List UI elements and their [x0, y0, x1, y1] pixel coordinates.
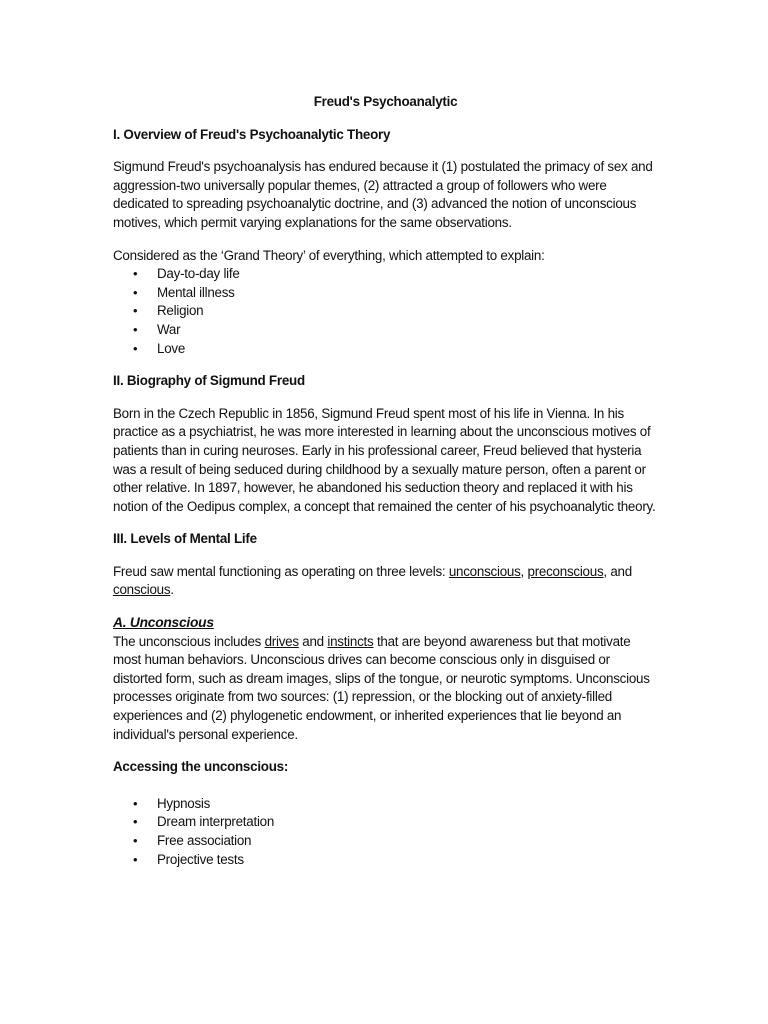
list-item: • Love	[157, 340, 658, 359]
separator: ,	[520, 563, 528, 579]
separator: , and	[603, 563, 632, 579]
para-text: and	[298, 633, 328, 649]
list-item: • Religion	[157, 302, 658, 321]
intro-text: Freud saw mental functioning as operating on three levels:	[113, 563, 449, 579]
subsection-a-heading: A. Unconscious	[113, 615, 214, 631]
level-preconscious: preconscious	[527, 563, 604, 579]
term-instincts: instincts	[327, 633, 374, 649]
section-3-heading: III. Levels of Mental Life	[113, 531, 257, 547]
level-conscious: conscious	[113, 582, 171, 598]
accessing-heading: Accessing the unconscious:	[113, 759, 289, 775]
section-1-heading: I. Overview of Freud's Psychoanalytic Theory	[113, 126, 391, 142]
section-1-intro: Considered as the ‘Grand Theory’ of everything, which attempted to explain:	[113, 247, 545, 263]
para-text: The unconscious includes	[113, 633, 265, 649]
list-item: • War	[157, 321, 658, 340]
level-unconscious: unconscious	[448, 563, 521, 579]
list-item: • Dream interpretation	[157, 813, 658, 832]
document-page	[113, 93, 658, 883]
list-item: • Hypnosis	[157, 795, 658, 814]
intro-end: .	[170, 582, 174, 598]
section-2-paragraph: Born in the Czech Republic in 1856, Sigmund Freud spent most of his life in Vienna. In his practice as a psychiatrist, he was more interested in learning about the unconscious motives of patients than in curing neuroses. Early in his professional career, Freud believed that hysteria was a result of being seduced during childhood by a sexually mature person, often a parent or other relative. In 1897, however, he abandoned his seduction theory and replaced it with his notion of the Oedipus complex, a concept that remained the center of his psychoanalytic theory.	[113, 405, 656, 514]
subsection-a-paragraph	[113, 633, 658, 745]
document-title: Freud's Psychoanalytic	[313, 94, 458, 109]
list-item: • Projective tests	[157, 851, 658, 870]
term-drives: drives	[264, 633, 299, 649]
para-text: that are beyond awareness but that motivate most human behaviors. Unconscious drives can become conscious only in disguised or distorted form, such as dream images, slips of the tongue, or neurotic symptoms. Unconscious processes originate from two sources: (1) repression, or the blocking out of anxiety-filled experiences and (2) phylogenetic endowment, or inherited experiences that lie beyond an individual's personal experience.	[113, 633, 650, 742]
list-item: • Mental illness	[157, 284, 658, 303]
explain-list	[113, 265, 658, 358]
list-item: • Day-to-day life	[157, 265, 658, 284]
section-3-intro	[113, 563, 658, 600]
list-item: • Free association	[157, 832, 658, 851]
section-2-heading: II. Biography of Sigmund Freud	[113, 373, 305, 389]
section-1-paragraph: Sigmund Freud's psychoanalysis has endured because it (1) postulated the primacy of sex and aggression-two universally popular themes, (2) attracted a group of followers who were dedicated to spreading psychoanalytic doctrine, and (3) advanced the notion of unconscious motives, which permit varying explanations for the same observations.	[113, 159, 653, 230]
accessing-list	[113, 795, 658, 869]
